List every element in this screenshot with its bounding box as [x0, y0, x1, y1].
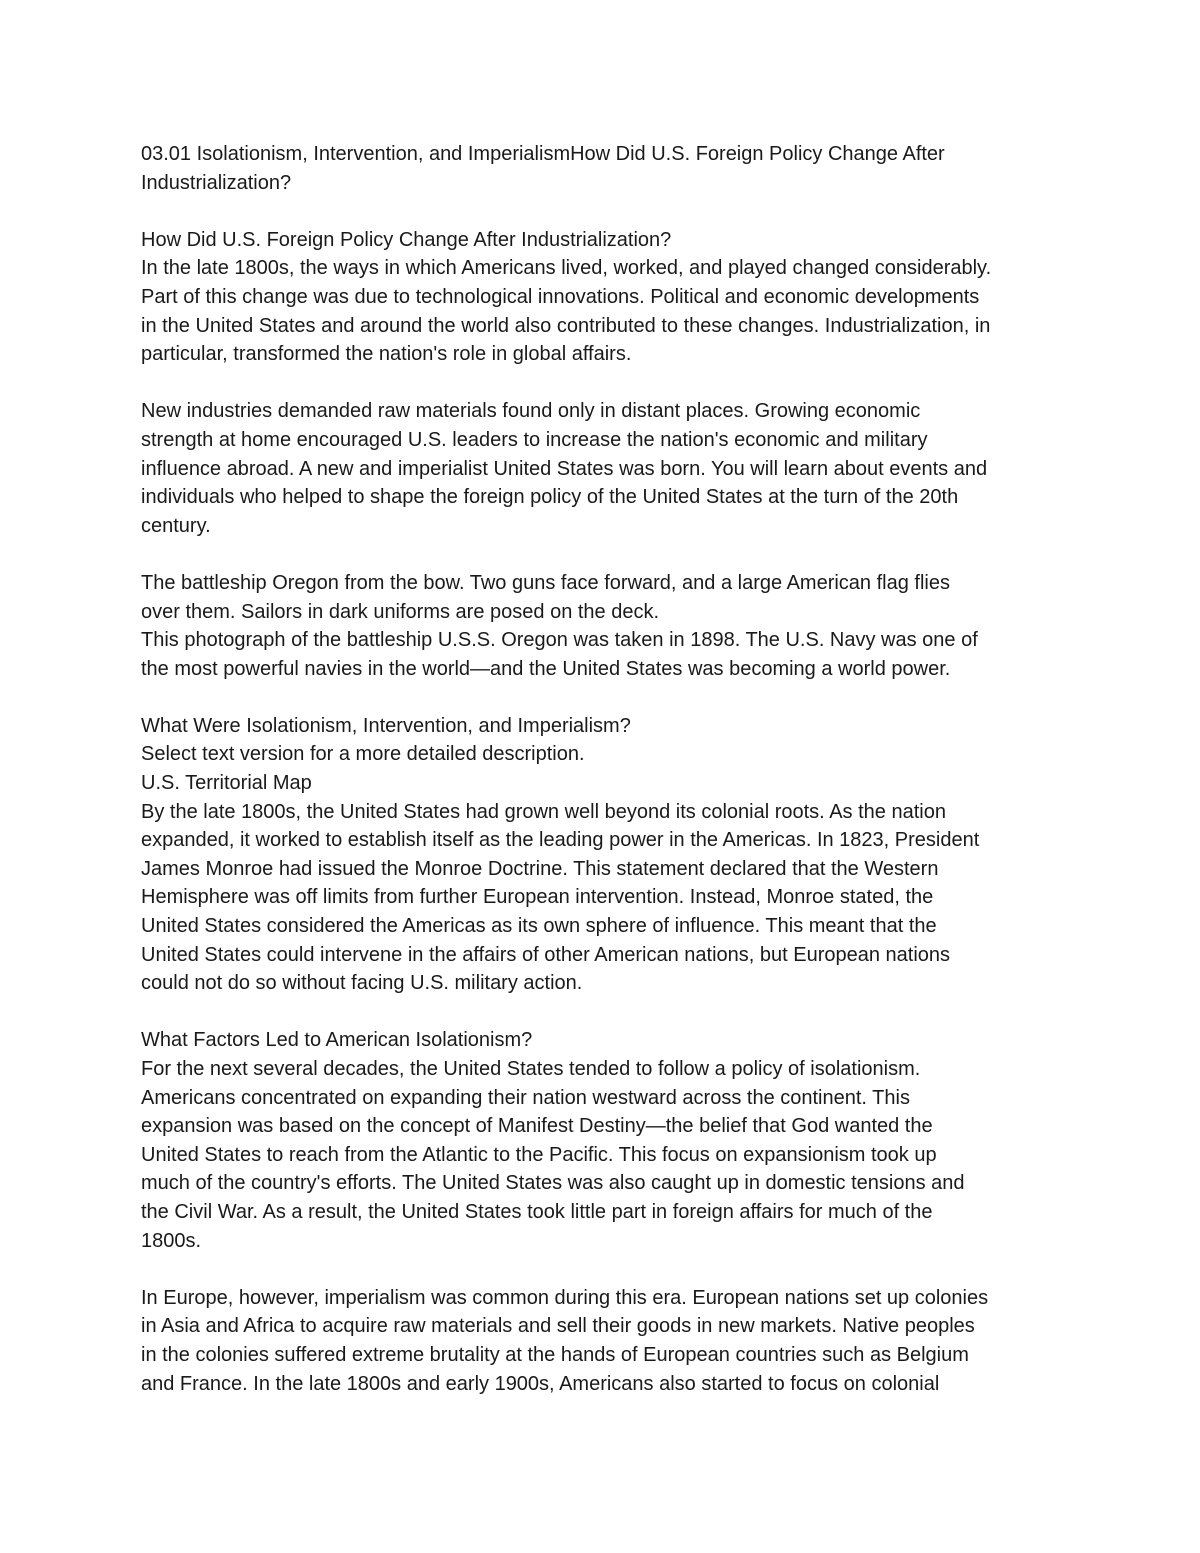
paragraph-line: For the next several decades, the United States tended to follow a policy of isolationism. — [141, 1058, 921, 1080]
section-american-isolationism — [141, 1026, 1066, 1398]
title-line: 03.01 Isolationism, Intervention, and ImperialismHow Did U.S. Foreign Policy Change After — [141, 143, 945, 165]
section-heading: How Did U.S. Foreign Policy Change After Industrialization? — [141, 228, 672, 251]
paragraph-line: and France. In the late 1800s and early 1900s, Americans also started to focus on colonial — [141, 1372, 940, 1395]
paragraph-line: in the colonies suffered extreme brutality at the hands of European countries such as Belgium — [141, 1343, 969, 1366]
paragraph-line: expansion was based on the concept of Manifest Destiny—the belief that God wanted the — [141, 1115, 933, 1138]
paragraph-line: expanded, it worked to establish itself as the leading power in the Americas. In 1823, President — [141, 829, 980, 852]
paragraph-line: Hemisphere was off limits from further European intervention. Instead, Monroe stated, the — [141, 886, 934, 909]
text-version-note: Select text version for a more detailed description. — [141, 743, 585, 766]
paragraph-line: This photograph of the battleship U.S.S. Oregon was taken in 1898. The U.S. Navy was one of — [141, 629, 978, 652]
paragraph — [141, 1055, 1066, 1255]
image-caption — [141, 626, 1066, 683]
paragraph-line: could not do so without facing U.S. military action. — [141, 972, 583, 995]
paragraph — [141, 254, 1066, 368]
paragraph-line: New industries demanded raw materials found only in distant places. Growing economic — [141, 400, 921, 423]
section-heading: What Were Isolationism, Intervention, and Imperialism? — [141, 714, 631, 737]
document-page — [141, 140, 1066, 1398]
document-title — [141, 140, 1066, 197]
paragraph-line: James Monroe had issued the Monroe Doctrine. This statement declared that the Western — [141, 857, 939, 880]
section-isolationism-intervention-imperialism — [141, 712, 1066, 998]
paragraph-line: particular, transformed the nation's role in global affairs. — [141, 343, 632, 366]
paragraph-line: influence abroad. A new and imperialist United States was born. You will learn about events and — [141, 457, 988, 480]
paragraph-line: the Civil War. As a result, the United States took little part in foreign affairs for much of the — [141, 1200, 933, 1223]
paragraph — [141, 798, 1066, 998]
section-heading: What Factors Led to American Isolationism? — [141, 1029, 533, 1052]
section-foreign-policy — [141, 226, 1066, 684]
paragraph-line: United States considered the Americas as its own sphere of influence. This meant that the — [141, 915, 937, 938]
image-description — [141, 569, 1066, 626]
paragraph-line: 1800s. — [141, 1229, 202, 1252]
paragraph-gap — [141, 540, 1066, 569]
paragraph-line: much of the country's efforts. The United States was also caught up in domestic tensions and — [141, 1172, 965, 1195]
paragraph-line: United States to reach from the Atlantic to the Pacific. This focus on expansionism took up — [141, 1143, 937, 1166]
paragraph-line: in Asia and Africa to acquire raw materials and sell their goods in new markets. Native peoples — [141, 1315, 975, 1338]
paragraph-line: the most powerful navies in the world—and the United States was becoming a world power. — [141, 657, 951, 680]
paragraph-line: Americans concentrated on expanding their nation westward across the continent. This — [141, 1086, 910, 1109]
paragraph-line: individuals who helped to shape the foreign policy of the United States at the turn of the 20th — [141, 486, 959, 509]
paragraph-line: In Europe, however, imperialism was common during this era. European nations set up colonies — [141, 1286, 989, 1309]
paragraph-line: strength at home encouraged U.S. leaders to increase the nation's economic and military — [141, 428, 928, 451]
paragraph-line: The battleship Oregon from the bow. Two guns face forward, and a large American flag flies — [141, 571, 950, 594]
paragraph-line: Part of this change was due to technological innovations. Political and economic developments — [141, 285, 980, 308]
paragraph-gap — [141, 1255, 1066, 1284]
paragraph-line: over them. Sailors in dark uniforms are posed on the deck. — [141, 600, 660, 623]
paragraph — [141, 397, 1066, 540]
paragraph-line: in the United States and around the world also contributed to these changes. Industrialization, in — [141, 314, 991, 337]
paragraph-gap — [141, 683, 1066, 712]
paragraph-line: In the late 1800s, the ways in which Americans lived, worked, and played changed considerably. — [141, 257, 992, 280]
paragraph-gap — [141, 197, 1066, 226]
paragraph — [141, 1284, 1066, 1398]
paragraph-line: century. — [141, 514, 211, 537]
map-title: U.S. Territorial Map — [141, 772, 312, 795]
paragraph-gap — [141, 998, 1066, 1027]
paragraph-line: By the late 1800s, the United States had grown well beyond its colonial roots. As the nation — [141, 800, 946, 823]
paragraph-gap — [141, 369, 1066, 398]
title-line: Industrialization? — [141, 171, 292, 194]
paragraph-line: United States could intervene in the affairs of other American nations, but European nations — [141, 943, 951, 966]
